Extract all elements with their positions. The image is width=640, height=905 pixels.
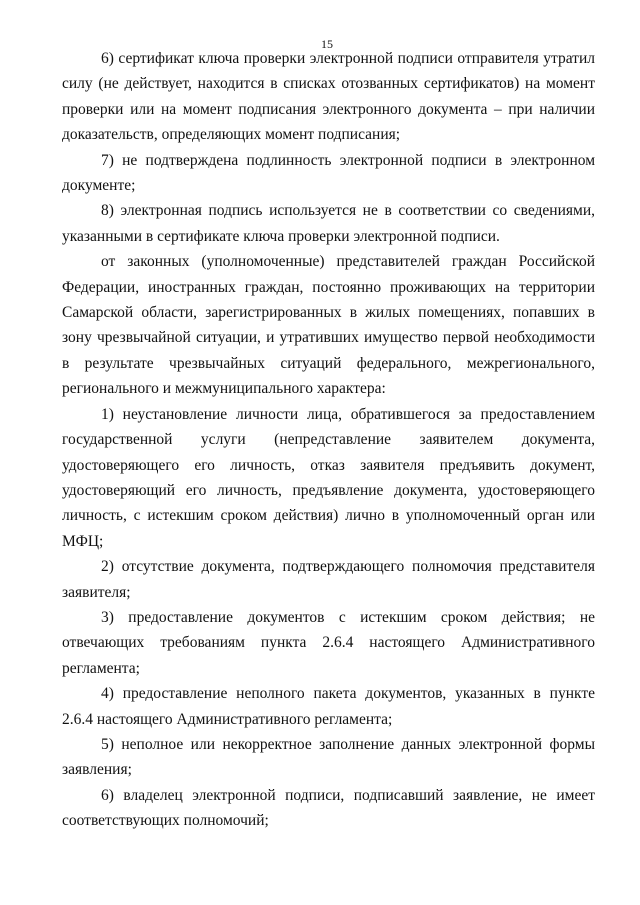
paragraph-representatives-intro: от законных (уполномоченные) представителей граждан Российской Федерации, иностранных граждан, постоянно проживающих на территории Самарской области, зарегистрированных в жилых помещениях, попавших в зону чрезвычайной ситуации, и утративших имущество первой необходимости в результате чрезвычайных ситуаций федерального, межрегионального, регионального и межмуниципального характера: [62,253,595,398]
paragraph-incomplete-package: 4) предоставление неполного пакета документов, указанных в пункте 2.6.4 настоящего Административного регламента; [62,685,595,728]
paragraph-signature-not-confirmed: 7) не подтверждена подлинность электронной подписи в электронном документе; [62,151,595,195]
paragraph-signature-mismatch: 8) электронная подпись используется не в соответствии со сведениями, указанными в сертификате ключа проверки электронной подписи. [62,202,595,245]
paragraph-identity-not-established: 1) неустановление личности лица, обратившегося за предоставлением государственной услуги (непредставление заявителем документа, удостоверяющего его личность, отказ заявителя предъявить документ, удостоверяющий его личность, предъявление документа, удостоверяющего личность, с истекшим сроком действия) лично в уполномоченный орган или МФЦ; [62,405,595,550]
paragraph-expired-documents: 3) предоставление документов с истекшим сроком действия; не отвечающих требованиям пункта 2.6.4 настоящего Административного регламента; [62,608,595,677]
page-number: 15 [321,37,333,51]
paragraph-incorrect-form: 5) неполное или некорректное заполнение данных электронной формы заявления; [62,735,595,779]
document-body [62,46,595,834]
paragraph-no-signature-authority: 6) владелец электронной подписи, подписавший заявление, не имеет соответствующих полномочий; [62,786,595,830]
paragraph-certificate-expired: 6) сертификат ключа проверки электронной подписи отправителя утратил силу (не действует, находится в списках отозванных сертификатов) на момент проверки или на момент подписания электронного документа – при наличии доказательств, определяющих момент подписания; [62,50,595,144]
paragraph-missing-authority-document: 2) отсутствие документа, подтверждающего полномочия представителя заявителя; [62,558,595,601]
